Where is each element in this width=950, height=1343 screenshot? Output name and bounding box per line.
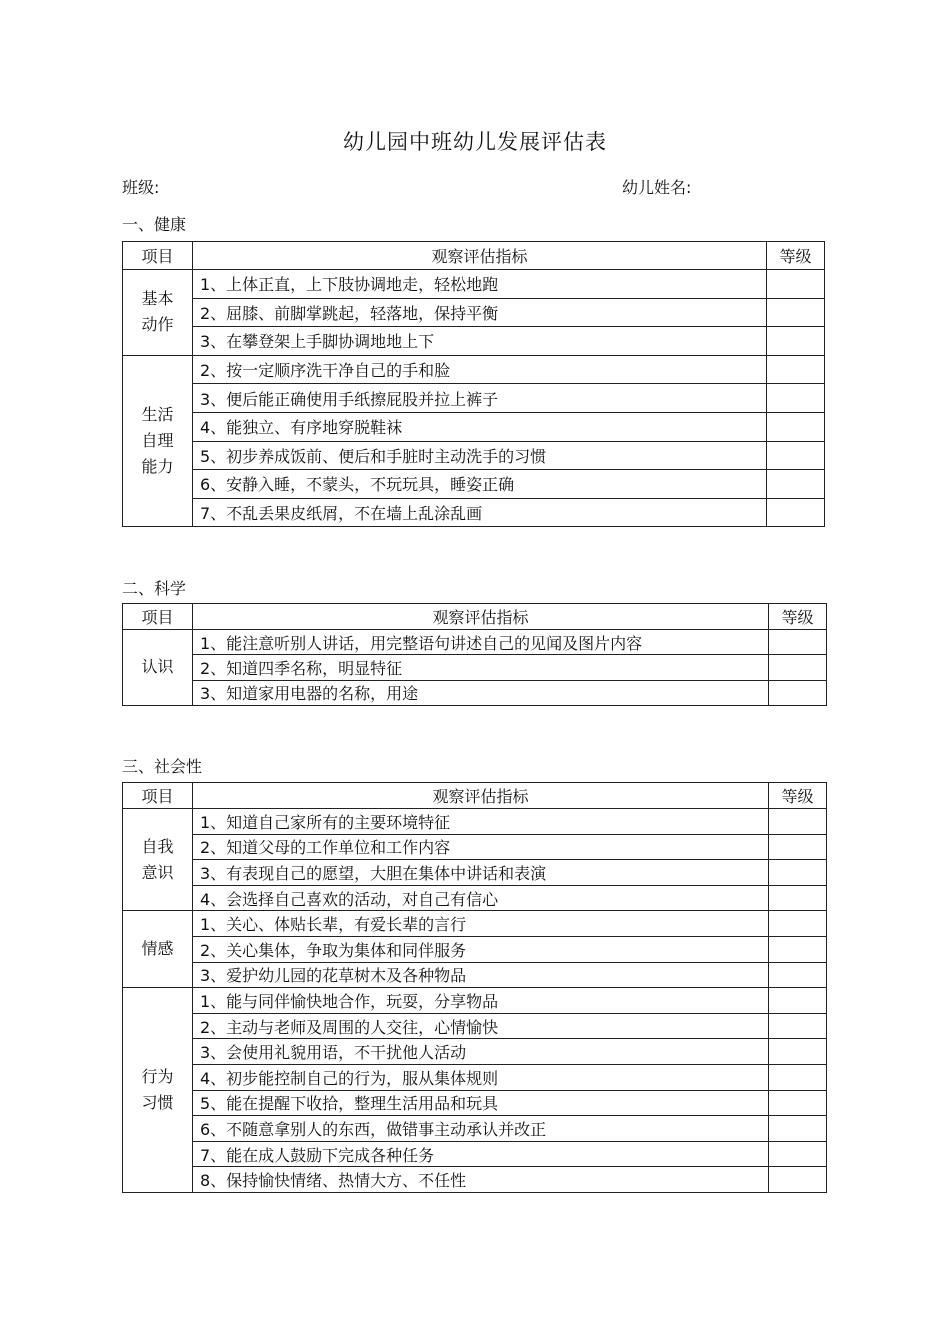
page-title: 幼儿园中班幼儿发展评估表 [343, 130, 607, 154]
grade-cell[interactable] [769, 885, 827, 911]
grade-cell[interactable] [767, 298, 825, 327]
evaluation-table [122, 241, 825, 527]
table-row [123, 655, 827, 680]
indicator-cell: 4、初步能控制自己的行为，服从集体规则 [193, 1064, 769, 1090]
evaluation-table [122, 782, 827, 1193]
grade-cell[interactable] [769, 1013, 827, 1039]
grade-cell[interactable] [767, 384, 825, 413]
indicator-cell: 3、爱护幼儿园的花草树木及各种物品 [193, 962, 769, 988]
table-header-row [123, 242, 825, 270]
table-row [123, 1039, 827, 1065]
table-row [123, 630, 827, 655]
class-label: 班级: [122, 178, 160, 197]
grade-cell[interactable] [769, 809, 827, 835]
indicator-cell: 5、初步养成饭前、便后和手脏时主动洗手的习惯 [193, 441, 767, 470]
table-row [123, 498, 825, 527]
grade-cell[interactable] [769, 1090, 827, 1116]
table-row [123, 680, 827, 705]
category-cell [123, 809, 193, 911]
table-row [123, 885, 827, 911]
header-indicator: 观察评估指标 [193, 242, 767, 270]
category-label: 生活自理能力 [141, 405, 174, 477]
section-heading: 二、科学 [122, 579, 187, 598]
indicator-cell: 4、能独立、有序地穿脱鞋袜 [193, 412, 767, 441]
grade-cell[interactable] [767, 498, 825, 527]
header-grade: 等级 [769, 604, 827, 630]
grade-cell[interactable] [767, 270, 825, 299]
section-heading: 一、健康 [122, 215, 187, 234]
table-row [123, 988, 827, 1014]
indicator-cell: 2、知道四季名称，明显特征 [193, 655, 769, 680]
grade-cell[interactable] [769, 630, 827, 655]
indicator-cell: 2、按一定顺序洗干净自己的手和脸 [193, 355, 767, 384]
indicator-cell: 2、主动与老师及周围的人交往，心情愉快 [193, 1013, 769, 1039]
grade-cell[interactable] [769, 911, 827, 937]
header-indicator: 观察评估指标 [193, 783, 769, 809]
grade-cell[interactable] [769, 834, 827, 860]
indicator-cell: 1、能与同伴愉快地合作，玩耍，分享物品 [193, 988, 769, 1014]
grade-cell[interactable] [769, 1039, 827, 1065]
evaluation-table [122, 603, 827, 706]
indicator-cell: 3、便后能正确使用手纸擦屁股并拉上裤子 [193, 384, 767, 413]
grade-cell[interactable] [769, 1141, 827, 1167]
table-row [123, 962, 827, 988]
table-row [123, 1167, 827, 1193]
table-row [123, 809, 827, 835]
grade-cell[interactable] [769, 962, 827, 988]
grade-cell[interactable] [769, 860, 827, 886]
table-row [123, 470, 825, 499]
table-header-row [123, 783, 827, 809]
table-row [123, 936, 827, 962]
child-name-label: 幼儿姓名: [622, 178, 692, 197]
category-label: 认识 [141, 657, 174, 677]
category-label: 情感 [141, 939, 174, 959]
header-grade: 等级 [767, 242, 825, 270]
header-indicator: 观察评估指标 [193, 604, 769, 630]
indicator-cell: 8、保持愉快情绪、热情大方、不任性 [193, 1167, 769, 1193]
category-label: 行为习惯 [141, 1067, 174, 1113]
table-row [123, 355, 825, 384]
indicator-cell: 4、会选择自己喜欢的活动，对自己有信心 [193, 885, 769, 911]
grade-cell[interactable] [769, 936, 827, 962]
grade-cell[interactable] [767, 470, 825, 499]
grade-cell[interactable] [769, 988, 827, 1014]
header-item: 项目 [123, 783, 193, 809]
grade-cell[interactable] [767, 441, 825, 470]
table-row [123, 834, 827, 860]
table-row [123, 441, 825, 470]
indicator-cell: 6、安静入睡，不蒙头，不玩玩具，睡姿正确 [193, 470, 767, 499]
category-cell [123, 270, 193, 356]
category-cell [123, 988, 193, 1193]
table-row [123, 1064, 827, 1090]
category-label: 基本动作 [141, 289, 174, 335]
grade-cell[interactable] [769, 655, 827, 680]
table-row [123, 1116, 827, 1142]
indicator-cell: 1、上体正直，上下肢协调地走，轻松地跑 [193, 270, 767, 299]
indicator-cell: 1、关心、体贴长辈，有爱长辈的言行 [193, 911, 769, 937]
grade-cell[interactable] [769, 1064, 827, 1090]
indicator-cell: 3、有表现自己的愿望，大胆在集体中讲话和表演 [193, 860, 769, 886]
grade-cell[interactable] [769, 1167, 827, 1193]
grade-cell[interactable] [767, 327, 825, 356]
header-grade: 等级 [769, 783, 827, 809]
indicator-cell: 6、不随意拿别人的东西，做错事主动承认并改正 [193, 1116, 769, 1142]
indicator-cell: 7、能在成人鼓励下完成各种任务 [193, 1141, 769, 1167]
grade-cell[interactable] [767, 355, 825, 384]
table-row [123, 327, 825, 356]
table-row [123, 1013, 827, 1039]
section-heading: 三、社会性 [122, 757, 203, 776]
indicator-cell: 2、知道父母的工作单位和工作内容 [193, 834, 769, 860]
header-item: 项目 [123, 604, 193, 630]
category-cell [123, 630, 193, 706]
header-item: 项目 [123, 242, 193, 270]
indicator-cell: 5、能在提醒下收拾，整理生活用品和玩具 [193, 1090, 769, 1116]
grade-cell[interactable] [767, 412, 825, 441]
category-label: 自我意识 [141, 836, 174, 882]
indicator-cell: 2、屈膝、前脚掌跳起，轻落地，保持平衡 [193, 298, 767, 327]
table-row [123, 911, 827, 937]
indicator-cell: 1、知道自己家所有的主要环境特征 [193, 809, 769, 835]
table-header-row [123, 604, 827, 630]
indicator-cell: 3、知道家用电器的名称，用途 [193, 680, 769, 705]
indicator-cell: 2、关心集体，争取为集体和同伴服务 [193, 936, 769, 962]
table-row [123, 1090, 827, 1116]
table-row [123, 298, 825, 327]
table-row [123, 1141, 827, 1167]
category-cell [123, 355, 193, 527]
grade-cell[interactable] [769, 680, 827, 705]
table-row [123, 860, 827, 886]
table-row [123, 270, 825, 299]
table-row [123, 384, 825, 413]
grade-cell[interactable] [769, 1116, 827, 1142]
indicator-cell: 1、能注意听别人讲话，用完整语句讲述自己的见闻及图片内容 [193, 630, 769, 655]
indicator-cell: 3、会使用礼貌用语，不干扰他人活动 [193, 1039, 769, 1065]
table-row [123, 412, 825, 441]
indicator-cell: 7、不乱丢果皮纸屑，不在墙上乱涂乱画 [193, 498, 767, 527]
category-cell [123, 911, 193, 988]
indicator-cell: 3、在攀登架上手脚协调地地上下 [193, 327, 767, 356]
